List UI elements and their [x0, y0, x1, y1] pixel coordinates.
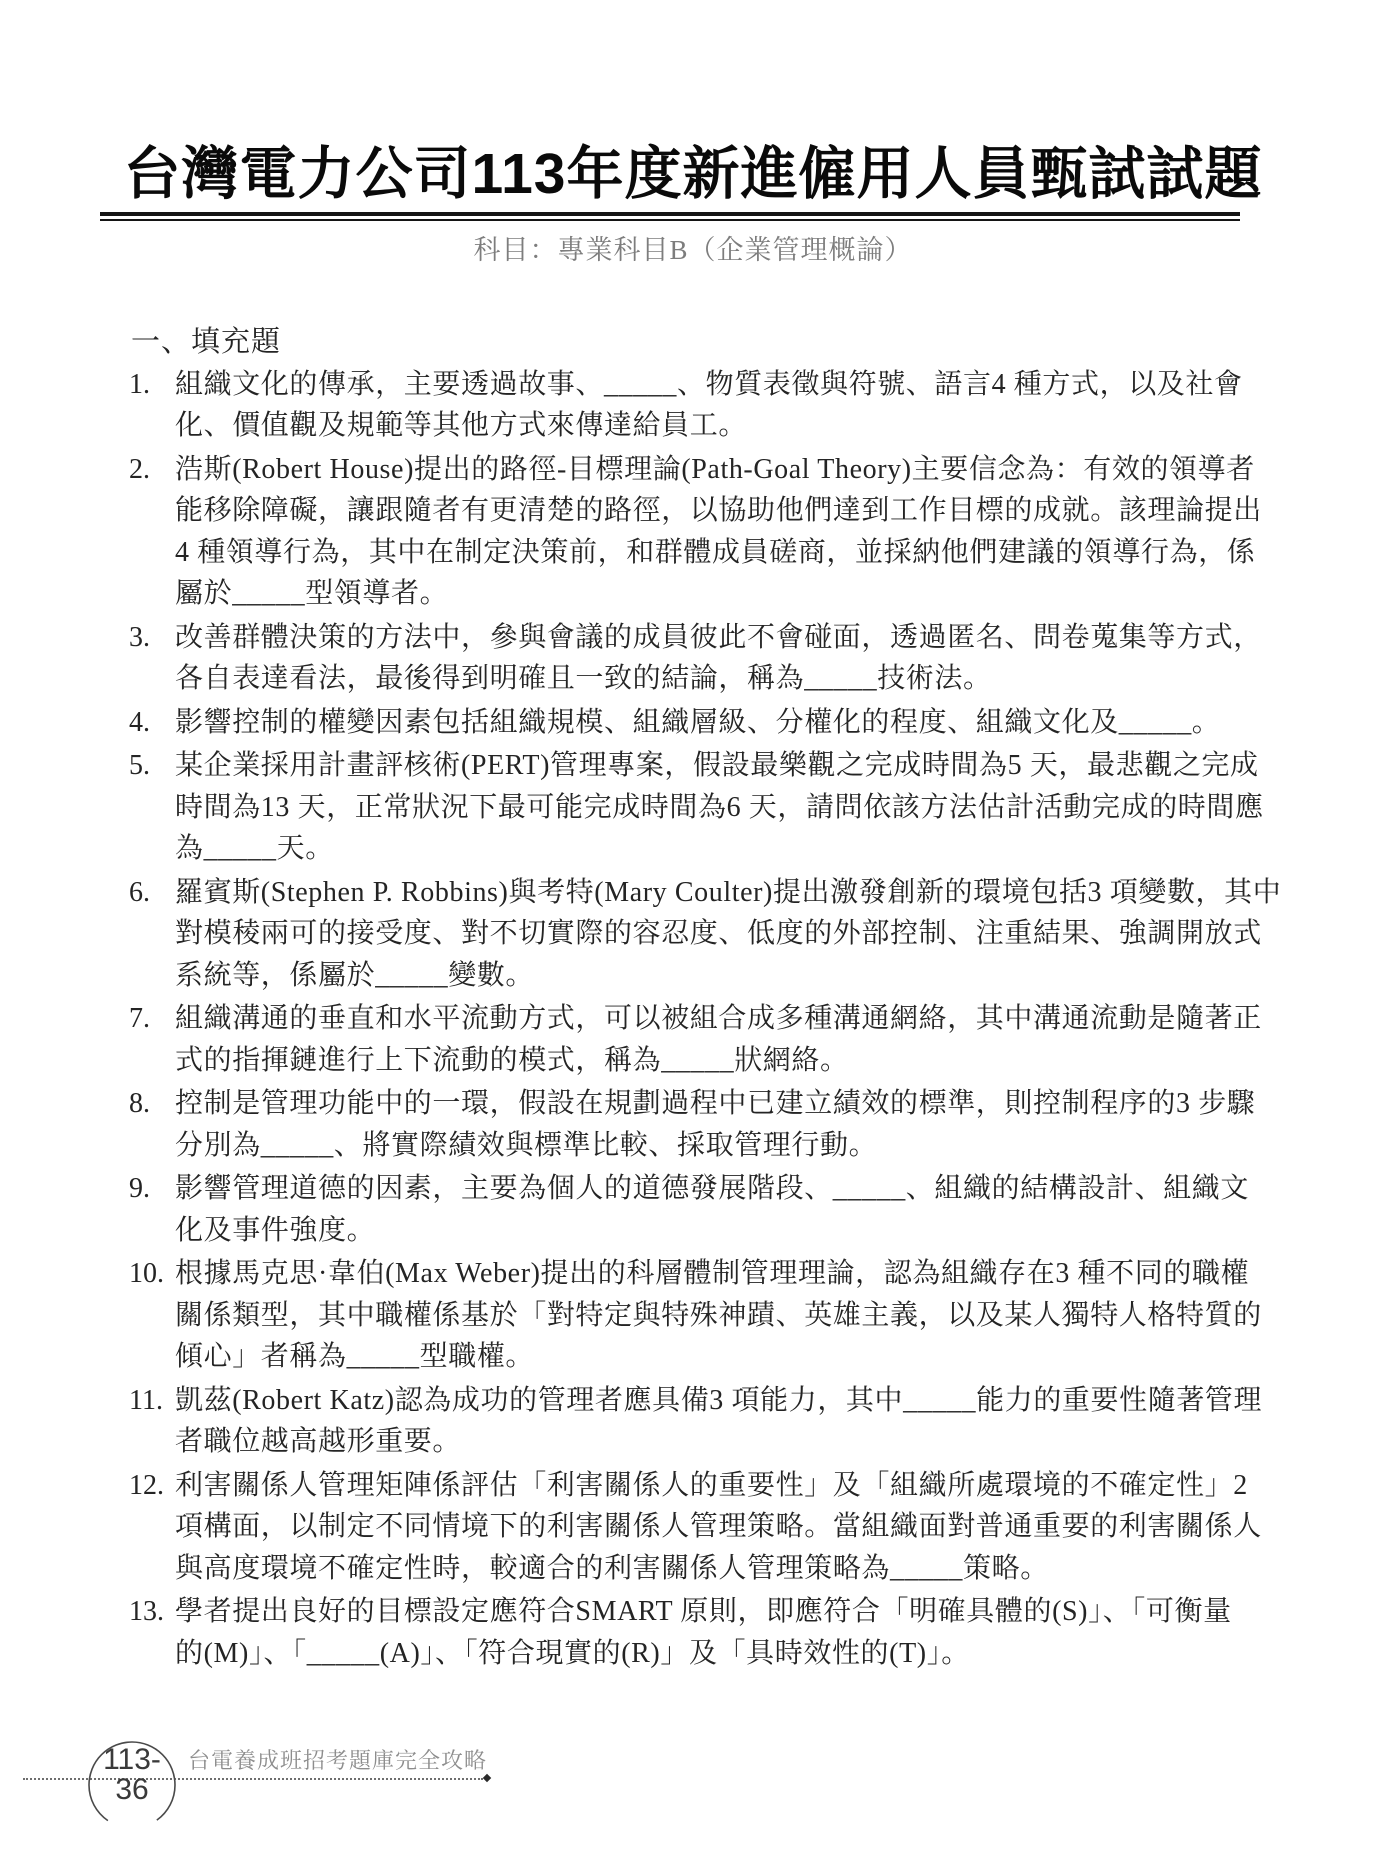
question-section: [129, 322, 1282, 1674]
question-line: 屬於_____型領導者。: [175, 578, 449, 610]
question-line: 影響管理道德的因素，主要為個人的道德發展階段、_____、組織的結構設計、組織文: [175, 1173, 1250, 1205]
question-number: 10.: [129, 1258, 164, 1290]
question-number: 1.: [129, 368, 150, 400]
question-line: 各自表達看法，最後得到明確且一致的結論，稱為_____技術法。: [175, 663, 992, 695]
question-line: 組織溝通的垂直和水平流動方式，可以被組合成多種溝通網絡，其中溝通流動是隨著正: [175, 1003, 1262, 1035]
question-line: 根據馬克思·韋伯(Max Weber)提出的科層體制管理理論，認為組織存在3 種不同的職權: [175, 1258, 1250, 1290]
question-line: 組織文化的傳承，主要透過故事、_____、物質表徵與符號、語言4 種方式，以及社會: [175, 368, 1243, 400]
question-item: [129, 702, 1276, 744]
question-number: 5.: [129, 750, 150, 782]
question-line: 分別為_____、將實際績效與標準比較、採取管理行動。: [175, 1129, 878, 1161]
question-line: 改善群體決策的方法中，參與會議的成員彼此不會碰面，透過匿名、問卷蒐集等方式，: [175, 621, 1262, 653]
question-number: 11.: [129, 1384, 163, 1416]
page-number: 113-36: [103, 1743, 161, 1806]
question-item: [129, 1591, 1276, 1674]
question-line: 影響控制的權變因素包括組織規模、組織層級、分權化的程度、組織文化及_____。: [175, 706, 1221, 738]
question-number: 3.: [129, 621, 150, 653]
question-line: 傾心」者稱為_____型職權。: [175, 1341, 535, 1373]
question-line: 羅賓斯(Stephen P. Robbins)與考特(Mary Coulter)提出激發創新的環境包括3 項變數，其中: [175, 876, 1282, 908]
question-item: [129, 1168, 1276, 1251]
footer-rule-end-dot: [483, 1774, 491, 1782]
question-line: 的(M)」、「_____(A)」、「符合現實的(R)」及「具時效性的(T)」。: [175, 1637, 970, 1669]
question-line: 某企業採用計畫評核術(PERT)管理專案，假設最樂觀之完成時間為5 天，最悲觀之完成: [175, 750, 1259, 782]
question-line: 凱茲(Robert Katz)認為成功的管理者應具備3 項能力，其中_____能力的重要性隨著管理: [175, 1384, 1263, 1416]
question-number: 2.: [129, 453, 150, 485]
question-line: 者職位越高越形重要。: [175, 1426, 462, 1458]
subject-line: 科目：專業科目B（企業管理概論）: [473, 235, 913, 265]
question-line: 時間為13 天，正常狀況下最可能完成時間為6 天，請問依該方法估計活動完成的時間應: [175, 791, 1264, 823]
question-line: 系統等，係屬於_____變數。: [175, 959, 535, 991]
question-item: [129, 998, 1276, 1081]
question-line: 4 種領導行為，其中在制定決策前，和群體成員磋商，並採納他們建議的領導行為，係: [175, 536, 1256, 568]
question-item: [129, 617, 1276, 700]
section-heading: 一、填充題: [131, 326, 282, 359]
question-line: 能移除障礙，讓跟隨者有更清楚的路徑，以協助他們達到工作目標的成就。該理論提出: [175, 495, 1262, 527]
title-double-rule: [100, 212, 1240, 221]
question-line: 與高度環境不確定性時，較適合的利害關係人管理策略為_____策略。: [175, 1552, 1049, 1584]
question-line: 關係類型，其中職權係基於「對特定與特殊神蹟、英雄主義，以及某人獨特人格特質的: [175, 1299, 1262, 1331]
question-line: 化及事件強度。: [175, 1214, 376, 1246]
questions-list: [129, 364, 1282, 1675]
question-item: [129, 1380, 1276, 1463]
question-line: 為_____天。: [175, 833, 334, 865]
question-line: 控制是管理功能中的一環，假設在規劃過程中已建立績效的標準，則控制程序的3 步驟: [175, 1088, 1256, 1120]
question-line: 利害關係人管理矩陣係評估「利害關係人的重要性」及「組織所處環境的不確定性」2: [175, 1469, 1248, 1501]
question-number: 4.: [129, 706, 150, 738]
question-item: [129, 1465, 1276, 1590]
question-number: 12.: [129, 1469, 164, 1501]
question-item: [129, 1253, 1276, 1378]
question-item: [129, 1083, 1276, 1166]
question-item: [129, 449, 1276, 615]
question-item: [129, 872, 1282, 997]
question-line: 化、價值觀及規範等其他方式來傳達給員工。: [175, 410, 748, 442]
question-line: 浩斯(Robert House)提出的路徑-目標理論(Path-Goal Theory)主要信念為：有效的領導者: [175, 453, 1255, 485]
question-line: 學者提出良好的目標設定應符合SMART 原則，即應符合「明確具體的(S)」、「可衡量: [175, 1596, 1232, 1628]
question-number: 6.: [129, 876, 150, 908]
question-item: [129, 745, 1276, 870]
question-number: 7.: [129, 1003, 150, 1035]
footer-book-title: 台電養成班招考題庫完全攻略: [188, 1748, 488, 1773]
question-line: 項構面，以制定不同情境下的利害關係人管理策略。當組織面對普通重要的利害關係人: [175, 1511, 1262, 1543]
question-line: 對模稜兩可的接受度、對不切實際的容忍度、低度的外部控制、注重結果、強調開放式: [175, 918, 1262, 950]
question-number: 9.: [129, 1173, 150, 1205]
page-title: 台灣電力公司113年度新進僱用人員甄試試題: [123, 142, 1263, 206]
question-number: 8.: [129, 1088, 150, 1120]
question-line: 式的指揮鏈進行上下流動的模式，稱為_____狀網絡。: [175, 1044, 849, 1076]
question-item: [129, 364, 1276, 447]
question-number: 13.: [129, 1596, 164, 1628]
